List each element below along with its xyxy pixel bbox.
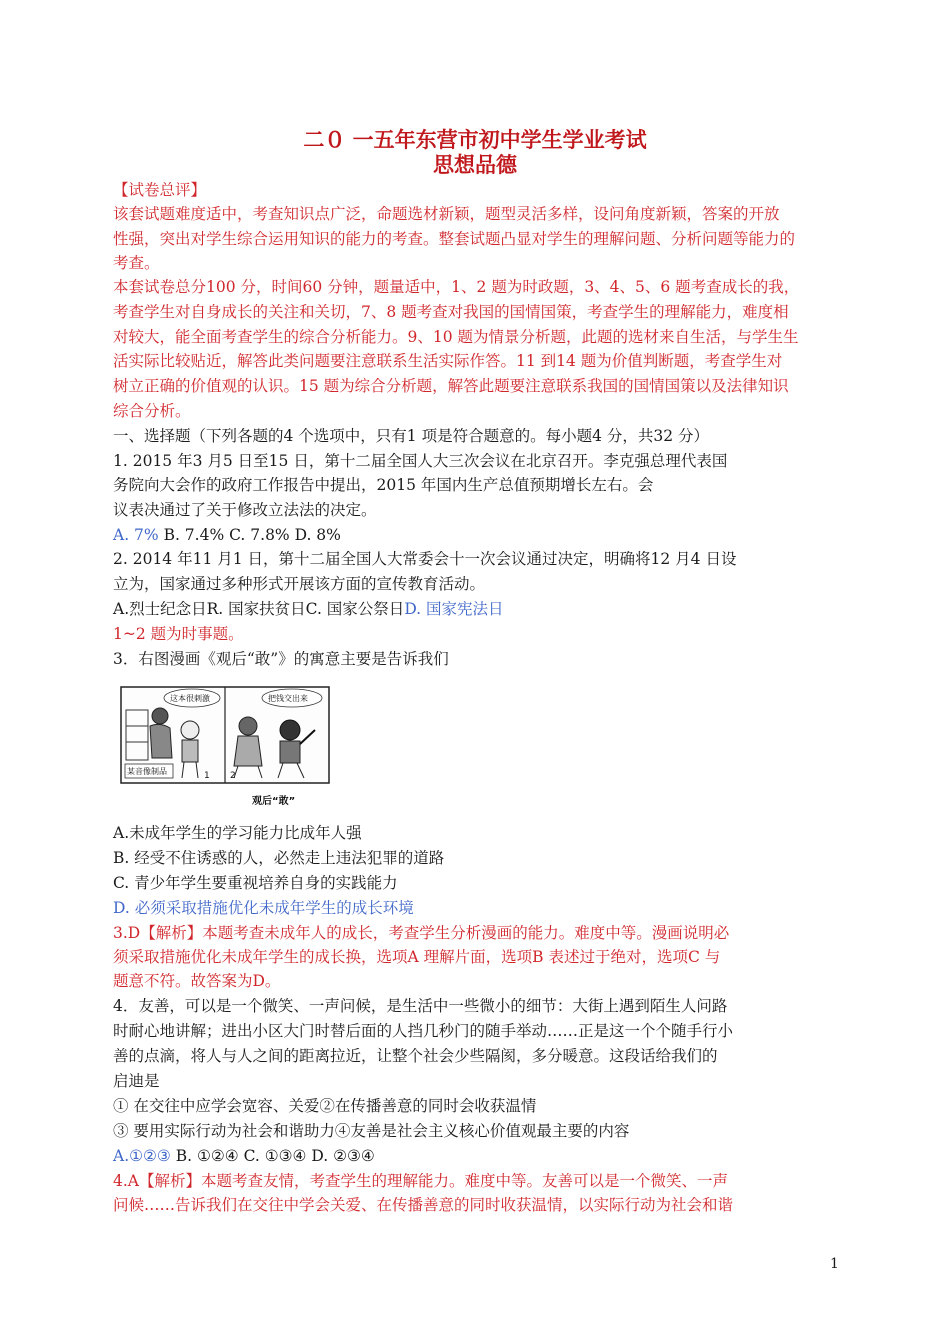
q1-options [113, 524, 341, 546]
q3-stem: 3．右图漫画《观后“敢”》的寓意主要是告诉我们 [113, 650, 449, 668]
q3-option: A.未成年学生的学习能力比成年人强 [113, 824, 362, 842]
review-line: 考查学生对自身成长的关注和关切，7、8 题考查对我国的国情国策，考查学生的理解能力，难度相 [113, 303, 789, 321]
review-line: 性强，突出对学生综合运用知识的能力的考查。整套试题凸显对学生的理解问题、分析问题等能力的 [113, 230, 796, 248]
q2-options [113, 598, 504, 620]
q1-stem-line: 1. 2015 年3 月5 日至15 日，第十二届全国人大三次会议在北京召开。李克强总理代表国 [113, 452, 728, 470]
q3-analysis-line: 须采取措施优化未成年学生的成长换，选项A 理解片面，选项B 表述过于绝对，选项C 与 [113, 948, 721, 966]
review-line: 综合分析。 [113, 402, 191, 420]
q1-other-options: B. 7.4% C. 7.8% D. 8% [158, 526, 341, 544]
review-line: 该套试题难度适中，考查知识点广泛，命题选材新颖，题型灵活多样，设问角度新颖，答案的开放 [113, 205, 780, 223]
review-line: 树立正确的价值观的认识。15 题为综合分析题，解答此题要注意联系我国的国情国策以及法律知识 [113, 377, 789, 395]
cartoon-panel-1: 1 [204, 771, 210, 781]
q3-analysis-line: 题意不符。故答案为D。 [113, 972, 281, 990]
q2-other-options: A.烈士纪念日R. 国家扶贫日C. 国家公祭日 [113, 600, 405, 618]
review-line: 本套试卷总分100 分，时间60 分钟，题量适中，1、2 题为时政题，3、4、5、6 题考查成长的我， [113, 278, 800, 296]
q4-stem-line: 启迪是 [113, 1072, 160, 1090]
q3-option: C. 青少年学生要重视培养自身的实践能力 [113, 874, 398, 892]
q4-stem-line: 善的点滴，将人与人之间的距离拉近，让整个社会少些隔阂，多分暖意。这段话给我们的 [113, 1047, 718, 1065]
q4-statement-line: ③ 要用实际行动为社会和谐助力④友善是社会主义核心价值观最主要的内容 [113, 1122, 630, 1140]
cartoon-caption: 观后“敢” [252, 796, 296, 807]
exam-title: 二０ 一五年东营市初中学生学业考试 [303, 128, 647, 152]
q3-answer: D. 必须采取措施优化未成年学生的成长环境 [113, 899, 414, 917]
q4-options [113, 1145, 375, 1167]
q4-answer: A.①②③ [113, 1147, 171, 1165]
q1-answer: A. 7% [113, 526, 159, 544]
cartoon-shelf-label: 某音像制品 [127, 767, 167, 776]
q4-stem-line: 时耐心地讲解；进出小区大门时替后面的人挡几秒门的随手举动……正是这一个个随手行小 [113, 1022, 734, 1040]
review-heading: 【试卷总评】 [113, 181, 207, 199]
q4-stem-line: 4．友善，可以是一个微笑、一声问候，是生活中一些微小的细节：大街上遇到陌生人问路 [113, 997, 728, 1015]
q2-stem-line: 立为，国家通过多种形式开展该方面的宣传教育活动。 [113, 575, 486, 593]
review-line: 考查。 [113, 254, 160, 272]
cartoon-bubble-2: 把钱交出来 [268, 694, 308, 703]
q4-other-options: B. ①②④ C. ①③④ D. ②③④ [170, 1147, 375, 1165]
review-line: 对较大，能全面考查学生的综合分析能力。9、10 题为情景分析题，此题的选材来自生活，与学生生 [113, 328, 799, 346]
q4-analysis-line: 问候……告诉我们在交往中学会关爱、在传播善意的同时收获温情，以实际行动为社会和谐 [113, 1196, 734, 1214]
q2-answer: D. 国家宪法日 [404, 600, 504, 618]
q4-analysis-line: 4.A【解析】本题考查友情，考查学生的理解能力。难度中等。友善可以是一个微笑、一声 [113, 1172, 728, 1190]
q1-stem-line: 议表决通过了关于修改立法法的决定。 [113, 501, 377, 519]
q2-note: 1~2 题为时事题。 [113, 625, 244, 643]
q2-stem-line: 2. 2014 年11 月1 日，第十二届全国人大常委会十一次会议通过决定，明确将12 月4 日设 [113, 550, 737, 568]
review-line: 活实际比较贴近，解答此类问题要注意联系生活实际作答。11 到14 题为价值判断题，考查学生对 [113, 352, 783, 370]
q3-analysis-line: 3.D【解析】本题考查未成年人的成长，考查学生分析漫画的能力。难度中等。漫画说明必 [113, 924, 730, 942]
q1-stem-line: 务院向大会作的政府工作报告中提出，2015 年国内生产总值预期增长左右。会 [113, 476, 654, 494]
section-heading: 一、选择题（下列各题的4 个选项中，只有1 项是符合题意的。每小题4 分，共32 分） [113, 427, 710, 445]
q3-option: B. 经受不住诱惑的人，必然走上违法犯罪的道路 [113, 849, 445, 867]
exam-subject: 思想品德 [433, 153, 517, 177]
cartoon-bubble-1: 这本很刺激 [170, 694, 210, 703]
q4-statement-line: ① 在交往中应学会宽容、关爱②在传播善意的同时会收获温情 [113, 1097, 537, 1115]
cartoon-image [120, 686, 330, 810]
cartoon-panel-2: 2 [230, 771, 236, 781]
page-number: 1 [830, 1256, 839, 1272]
